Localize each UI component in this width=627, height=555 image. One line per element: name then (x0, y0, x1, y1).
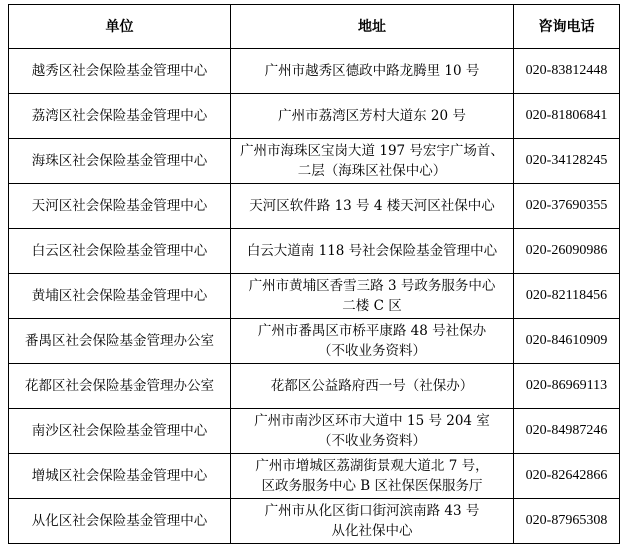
table-header-row (9, 5, 620, 49)
address-line: （不收业务资料） (318, 433, 426, 449)
address-line: 广州市增城区荔湖街景观大道北 7 号， (255, 458, 489, 474)
unit-cell: 增城区社会保险基金管理中心 (9, 454, 231, 499)
phone-cell: 020-37690355 (514, 184, 620, 229)
phone-cell: 020-82118456 (514, 274, 620, 319)
address-cell (231, 229, 514, 274)
address-line: （不收业务资料） (318, 343, 426, 359)
address-cell (231, 49, 514, 94)
unit-cell: 白云区社会保险基金管理中心 (9, 229, 231, 274)
phone-cell: 020-87965308 (514, 499, 620, 544)
unit-cell: 南沙区社会保险基金管理中心 (9, 409, 231, 454)
table-row (9, 499, 620, 544)
table-row (9, 409, 620, 454)
phone-cell: 020-26090986 (514, 229, 620, 274)
unit-cell: 荔湾区社会保险基金管理中心 (9, 94, 231, 139)
header-address: 地址 (231, 5, 514, 49)
phone-cell: 020-34128245 (514, 139, 620, 184)
unit-cell: 番禺区社会保险基金管理办公室 (9, 319, 231, 364)
address-line: 从化社保中心 (331, 523, 413, 539)
table-row (9, 229, 620, 274)
header-phone: 咨询电话 (514, 5, 620, 49)
address-line: 广州市南沙区环市大道中 15 号 204 室 (254, 413, 490, 429)
table-body (9, 49, 620, 544)
table-row (9, 274, 620, 319)
address-line: 二层（海珠区社保中心） (297, 163, 447, 179)
address-line: 二楼 C 区 (342, 298, 402, 314)
address-cell (231, 184, 514, 229)
table-row (9, 139, 620, 184)
unit-cell: 花都区社会保险基金管理办公室 (9, 364, 231, 409)
address-line: 区政务服务中心 B 区社保医保服务厅 (261, 478, 483, 494)
address-cell (231, 319, 514, 364)
address-cell (231, 364, 514, 409)
address-line: 花都区公益路府西一号（社保办） (270, 378, 474, 394)
phone-cell: 020-82642866 (514, 454, 620, 499)
address-cell (231, 409, 514, 454)
address-line: 广州市番禺区市桥平康路 48 号社保办 (257, 323, 487, 339)
unit-cell: 海珠区社会保险基金管理中心 (9, 139, 231, 184)
address-cell (231, 274, 514, 319)
unit-cell: 越秀区社会保险基金管理中心 (9, 49, 231, 94)
table-row (9, 94, 620, 139)
phone-cell: 020-81806841 (514, 94, 620, 139)
address-cell (231, 454, 514, 499)
unit-cell: 从化区社会保险基金管理中心 (9, 499, 231, 544)
table-row (9, 184, 620, 229)
address-line: 广州市海珠区宝岗大道 197 号宏宇广场首、 (240, 143, 504, 159)
address-line: 广州市越秀区德政中路龙腾里 10 号 (264, 63, 480, 79)
phone-cell: 020-84610909 (514, 319, 620, 364)
unit-cell: 黄埔区社会保险基金管理中心 (9, 274, 231, 319)
header-unit: 单位 (9, 5, 231, 49)
unit-cell: 天河区社会保险基金管理中心 (9, 184, 231, 229)
address-line: 天河区软件路 13 号 4 楼天河区社保中心 (249, 198, 495, 214)
address-cell (231, 499, 514, 544)
table-row (9, 319, 620, 364)
address-line: 广州市黄埔区香雪三路 3 号政务服务中心 (248, 278, 496, 294)
table-row (9, 454, 620, 499)
address-line: 广州市荔湾区芳村大道东 20 号 (278, 108, 466, 124)
address-cell (231, 139, 514, 184)
phone-cell: 020-84987246 (514, 409, 620, 454)
address-line: 广州市从化区街口街河滨南路 43 号 (264, 503, 480, 519)
table-row (9, 49, 620, 94)
address-line: 白云大道南 118 号社会保险基金管理中心 (246, 243, 498, 259)
phone-cell: 020-83812448 (514, 49, 620, 94)
phone-cell: 020-86969113 (514, 364, 620, 409)
social-insurance-office-table (8, 4, 620, 544)
address-cell (231, 94, 514, 139)
table-row (9, 364, 620, 409)
